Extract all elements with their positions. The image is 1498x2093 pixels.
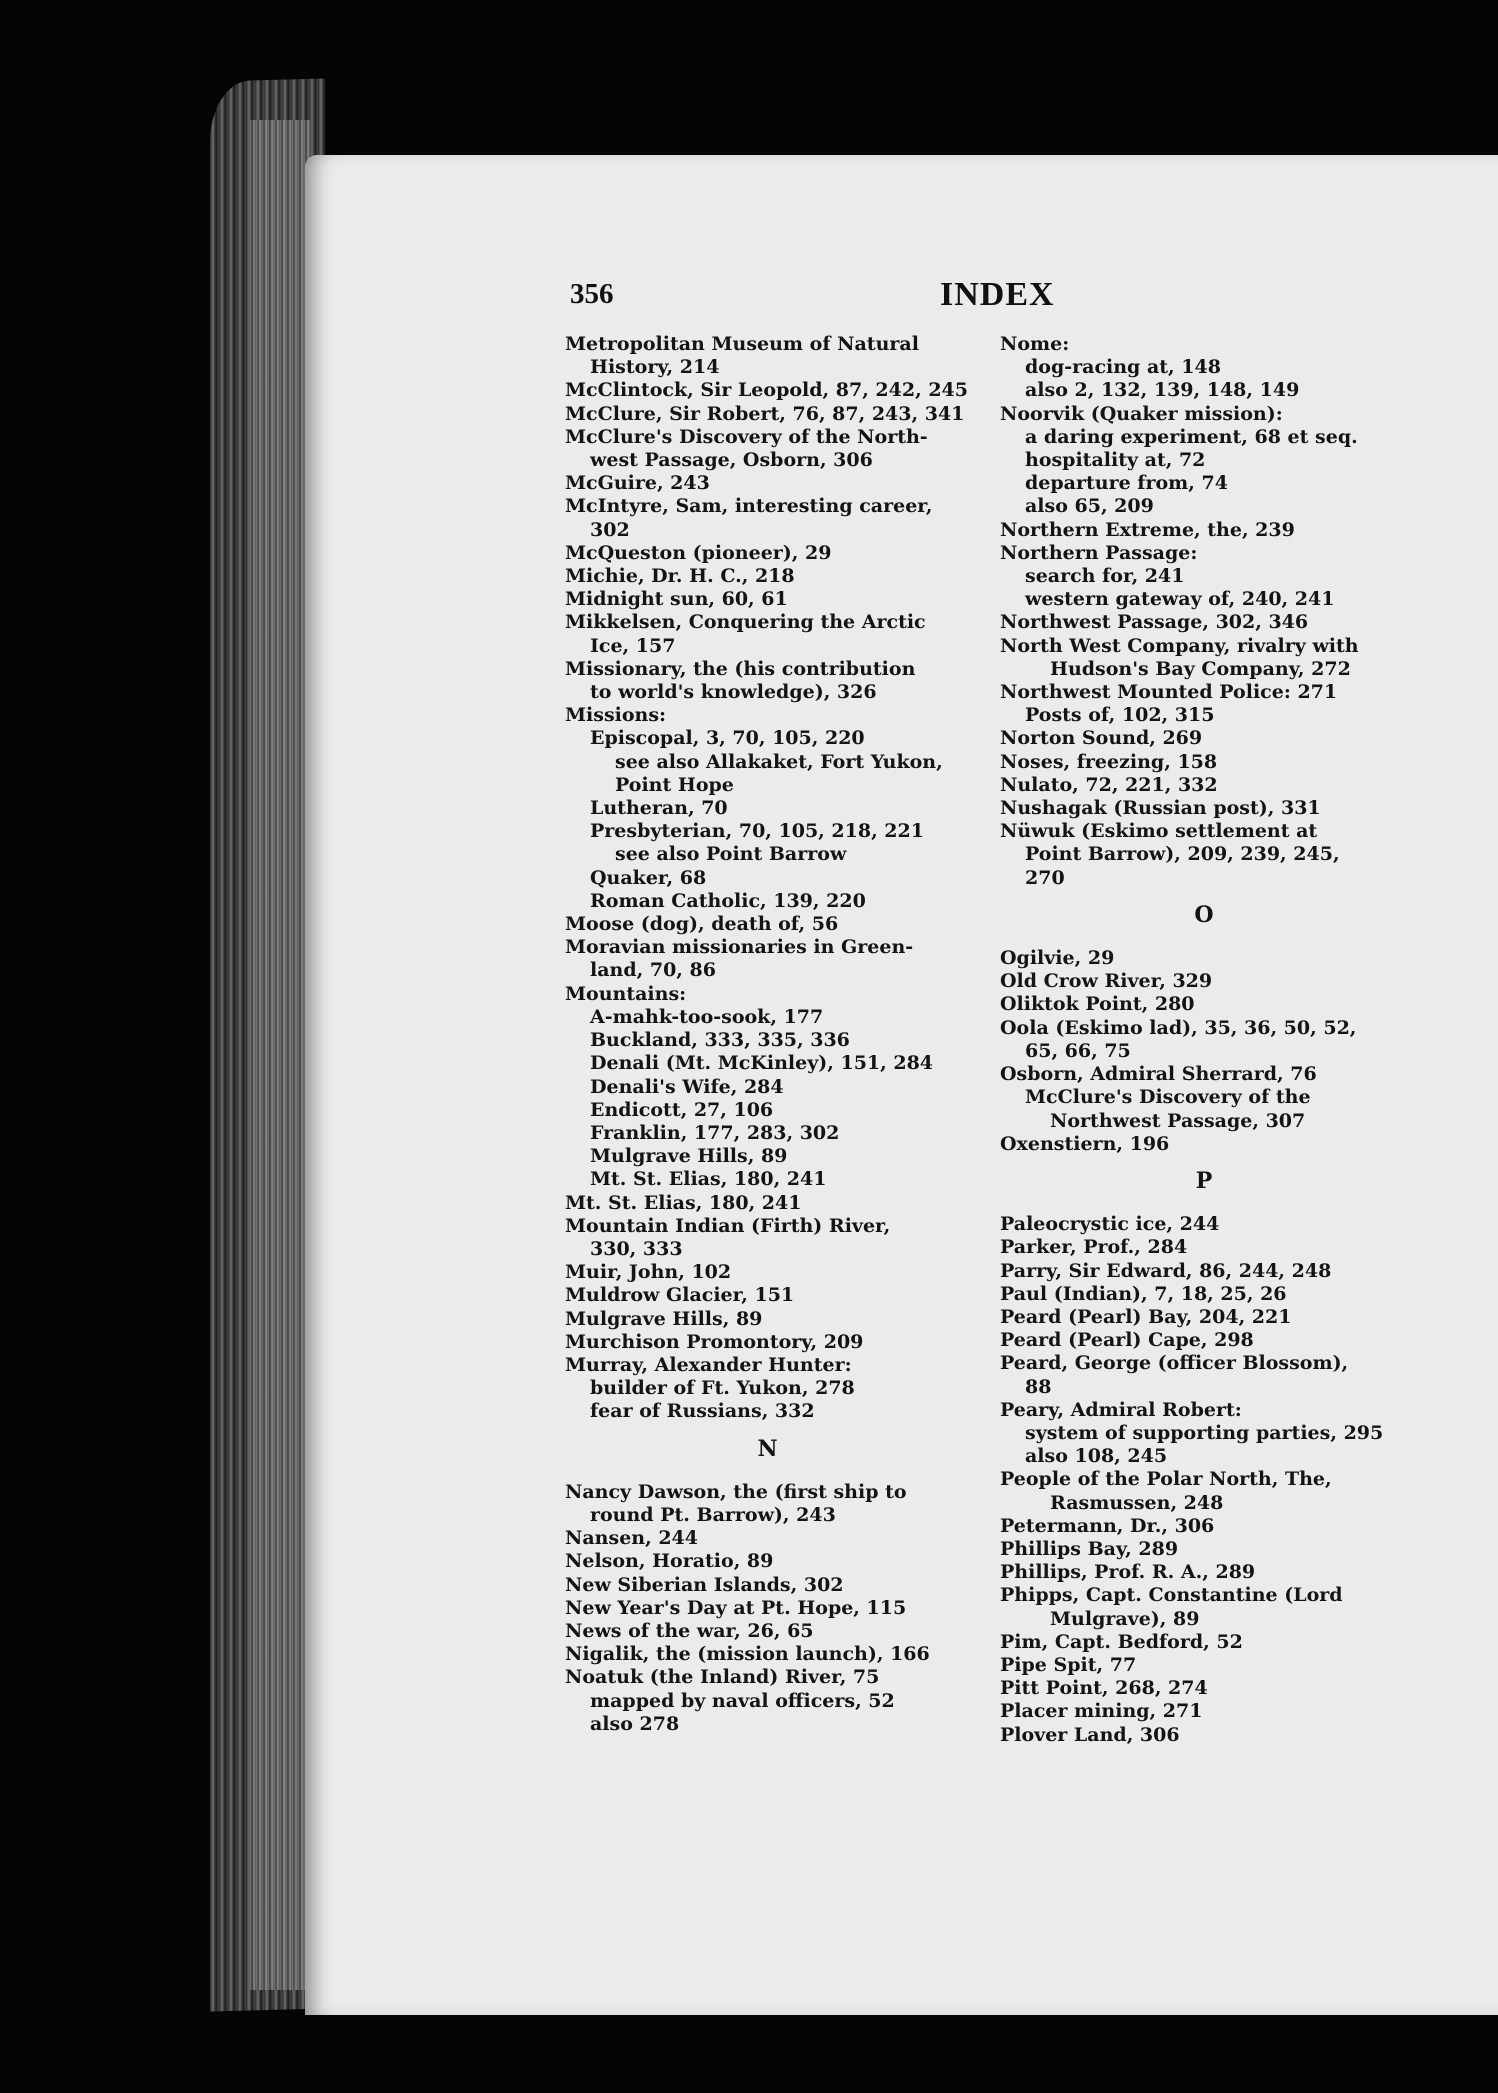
index-entry: Nushagak (Russian post), 331 xyxy=(1000,797,1321,820)
index-entry: Mt. St. Elias, 180, 241 xyxy=(590,1168,827,1191)
index-entry: Hudson's Bay Company, 272 xyxy=(1050,657,1351,680)
index-entry: Murchison Promontory, 209 xyxy=(565,1330,864,1353)
index-entry: Oxenstiern, 196 xyxy=(1000,1132,1170,1155)
index-entry: Osborn, Admiral Sherrard, 76 xyxy=(1000,1063,1317,1086)
index-entry: western gateway of, 240, 241 xyxy=(1025,588,1335,611)
index-entry: Nome: xyxy=(1000,333,1070,355)
index-entry: Mikkelsen, Conquering the Arctic xyxy=(565,611,926,634)
index-entry: west Passage, Osborn, 306 xyxy=(590,449,873,472)
index-entry: see also Allakaket, Fort Yukon, xyxy=(615,750,943,773)
index-entry: Nüwuk (Eskimo settlement at xyxy=(1000,820,1318,843)
index-entry: Nulato, 72, 221, 332 xyxy=(1000,773,1218,796)
index-entry: Placer mining, 271 xyxy=(1000,1700,1203,1723)
index-entry: Moravian missionaries in Green- xyxy=(565,936,914,959)
index-entry: Paul (Indian), 7, 18, 25, 26 xyxy=(1000,1282,1287,1305)
index-entry: Noses, freezing, 158 xyxy=(1000,750,1218,773)
index-entry: Pim, Capt. Bedford, 52 xyxy=(1000,1630,1243,1653)
index-entry: Northwest Passage, 307 xyxy=(1050,1109,1306,1132)
index-entry: 330, 333 xyxy=(590,1237,683,1260)
index-entry: fear of Russians, 332 xyxy=(590,1400,815,1423)
index-entry: also 278 xyxy=(590,1712,680,1735)
index-entry: Pipe Spit, 77 xyxy=(1000,1653,1137,1676)
index-column-left xyxy=(565,333,970,1736)
index-entry: News of the war, 26, 65 xyxy=(565,1619,814,1642)
index-entry: Mountains: xyxy=(565,982,687,1005)
index-entry: Phipps, Capt. Constantine (Lord xyxy=(1000,1584,1343,1607)
index-entry: also 65, 209 xyxy=(1025,495,1154,518)
index-entry: system of supporting parties, 295 xyxy=(1025,1421,1384,1444)
index-entry: Peard (Pearl) Bay, 204, 221 xyxy=(1000,1305,1292,1328)
index-entry: Muir, John, 102 xyxy=(565,1261,732,1284)
index-entry: Phillips, Prof. R. A., 289 xyxy=(1000,1561,1256,1584)
index-entry: McClure, Sir Robert, 76, 87, 243, 341 xyxy=(565,402,965,425)
index-entry: Mountain Indian (Firth) River, xyxy=(565,1214,891,1237)
index-entry: Oliktok Point, 280 xyxy=(1000,993,1195,1016)
index-entry: see also Point Barrow xyxy=(615,843,847,866)
index-entry: McGuire, 243 xyxy=(565,472,710,495)
index-entry: Point Hope xyxy=(615,773,734,796)
index-entry: 88 xyxy=(1025,1375,1052,1398)
index-entry: also 108, 245 xyxy=(1025,1445,1168,1468)
index-entry: Episcopal, 3, 70, 105, 220 xyxy=(590,727,865,750)
index-entry: Midnight sun, 60, 61 xyxy=(565,588,788,611)
section-letter: N xyxy=(757,1435,778,1462)
index-entry: Ice, 157 xyxy=(590,634,676,657)
index-entry: Paleocrystic ice, 244 xyxy=(1000,1213,1220,1236)
index-entry: Presbyterian, 70, 105, 218, 221 xyxy=(590,820,924,843)
index-entry: 302 xyxy=(590,518,630,541)
index-entry: Franklin, 177, 283, 302 xyxy=(590,1121,840,1144)
index-entry: Plover Land, 306 xyxy=(1000,1723,1180,1746)
index-entry: Noatuk (the Inland) River, 75 xyxy=(565,1666,880,1689)
index-entry: Norton Sound, 269 xyxy=(1000,727,1203,750)
index-entry: builder of Ft. Yukon, 278 xyxy=(590,1377,855,1400)
index-entry: McQueston (pioneer), 29 xyxy=(565,541,832,564)
index-entry: round Pt. Barrow), 243 xyxy=(590,1503,836,1526)
index-entry: Petermann, Dr., 306 xyxy=(1000,1514,1215,1537)
index-entry: Muldrow Glacier, 151 xyxy=(565,1284,795,1307)
index-entry: hospitality at, 72 xyxy=(1025,449,1206,472)
index-entry: Nigalik, the (mission launch), 166 xyxy=(565,1643,930,1666)
index-column-right xyxy=(1000,333,1408,1747)
index-entry: Peard (Pearl) Cape, 298 xyxy=(1000,1329,1254,1352)
index-entry: McIntyre, Sam, interesting career, xyxy=(565,495,933,518)
index-entry: History, 214 xyxy=(590,356,720,379)
index-entry: People of the Polar North, The, xyxy=(1000,1468,1332,1491)
book-page-edges-inner xyxy=(250,120,310,1990)
index-entry: Denali's Wife, 284 xyxy=(590,1075,784,1098)
page-header xyxy=(570,278,1450,328)
index-entry: Pitt Point, 268, 274 xyxy=(1000,1677,1208,1700)
index-entry: Parry, Sir Edward, 86, 244, 248 xyxy=(1000,1259,1332,1282)
index-entry: Noorvik (Quaker mission): xyxy=(1000,402,1283,425)
index-entry: Northern Extreme, the, 239 xyxy=(1000,518,1295,541)
index-entry: Point Barrow), 209, 239, 245, xyxy=(1025,843,1340,866)
index-entry: Michie, Dr. H. C., 218 xyxy=(565,565,795,588)
page-title: INDEX xyxy=(940,276,1055,313)
index-entry: Old Crow River, 329 xyxy=(1000,970,1213,993)
index-entry: search for, 241 xyxy=(1025,565,1185,588)
index-entry: North West Company, rivalry with xyxy=(1000,634,1359,657)
index-entry: Mulgrave), 89 xyxy=(1050,1607,1200,1630)
index-entry: 65, 66, 75 xyxy=(1025,1039,1131,1062)
index-entry: Moose (dog), death of, 56 xyxy=(565,913,839,936)
index-entry: Posts of, 102, 315 xyxy=(1025,704,1215,727)
index-entry: Endicott, 27, 106 xyxy=(590,1098,774,1121)
index-entry: 270 xyxy=(1025,866,1065,889)
index-entry: Peard, George (officer Blossom), xyxy=(1000,1352,1349,1375)
index-entry: McClure's Discovery of the xyxy=(1025,1086,1311,1109)
index-entry: Peary, Admiral Robert: xyxy=(1000,1398,1242,1421)
index-entry: Oola (Eskimo lad), 35, 36, 50, 52, xyxy=(1000,1016,1357,1039)
index-entry: Mt. St. Elias, 180, 241 xyxy=(565,1191,802,1214)
index-entry: Buckland, 333, 335, 336 xyxy=(590,1029,850,1052)
index-entry: also 2, 132, 139, 148, 149 xyxy=(1025,379,1300,402)
index-entry: Mulgrave Hills, 89 xyxy=(590,1145,788,1168)
index-entry: mapped by naval officers, 52 xyxy=(590,1689,895,1712)
index-entry: land, 70, 86 xyxy=(590,959,716,982)
index-entry: Northwest Mounted Police: 271 xyxy=(1000,681,1338,704)
index-entry: Missionary, the (his contribution xyxy=(565,657,916,680)
index-entry: Lutheran, 70 xyxy=(590,797,728,820)
section-letter: O xyxy=(1194,901,1214,928)
index-entry: Metropolitan Museum of Natural xyxy=(565,333,919,355)
index-entry: Rasmussen, 248 xyxy=(1050,1491,1224,1514)
index-entry: McClintock, Sir Leopold, 87, 242, 245 xyxy=(565,379,968,402)
index-entry: departure from, 74 xyxy=(1025,472,1228,495)
index-entry: to world's knowledge), 326 xyxy=(590,681,877,704)
index-entry: Murray, Alexander Hunter: xyxy=(565,1353,852,1376)
index-entry: Parker, Prof., 284 xyxy=(1000,1236,1188,1259)
index-entry: Mulgrave Hills, 89 xyxy=(565,1307,763,1330)
page-number: 356 xyxy=(570,278,614,310)
index-entry: a daring experiment, 68 et seq. xyxy=(1025,425,1358,448)
index-entry: Denali (Mt. McKinley), 151, 284 xyxy=(590,1052,934,1075)
index-entry: Northern Passage: xyxy=(1000,541,1198,564)
index-entry: Roman Catholic, 139, 220 xyxy=(590,889,866,912)
index-entry: A-mahk-too-sook, 177 xyxy=(590,1005,824,1028)
index-entry: Northwest Passage, 302, 346 xyxy=(1000,611,1309,634)
index-entry: New Siberian Islands, 302 xyxy=(565,1573,844,1596)
index-entry: Missions: xyxy=(565,704,667,727)
index-entry: Nansen, 244 xyxy=(565,1527,698,1550)
index-entry: New Year's Day at Pt. Hope, 115 xyxy=(565,1596,907,1619)
index-entry: McClure's Discovery of the North- xyxy=(565,425,928,448)
index-entry: Phillips Bay, 289 xyxy=(1000,1537,1179,1560)
section-letter: P xyxy=(1195,1167,1213,1194)
index-entry: Nelson, Horatio, 89 xyxy=(565,1550,774,1573)
index-entry: Nancy Dawson, the (first ship to xyxy=(565,1480,907,1503)
index-entry: Quaker, 68 xyxy=(590,866,707,889)
index-entry: Ogilvie, 29 xyxy=(1000,947,1115,970)
index-entry: dog-racing at, 148 xyxy=(1025,356,1221,379)
